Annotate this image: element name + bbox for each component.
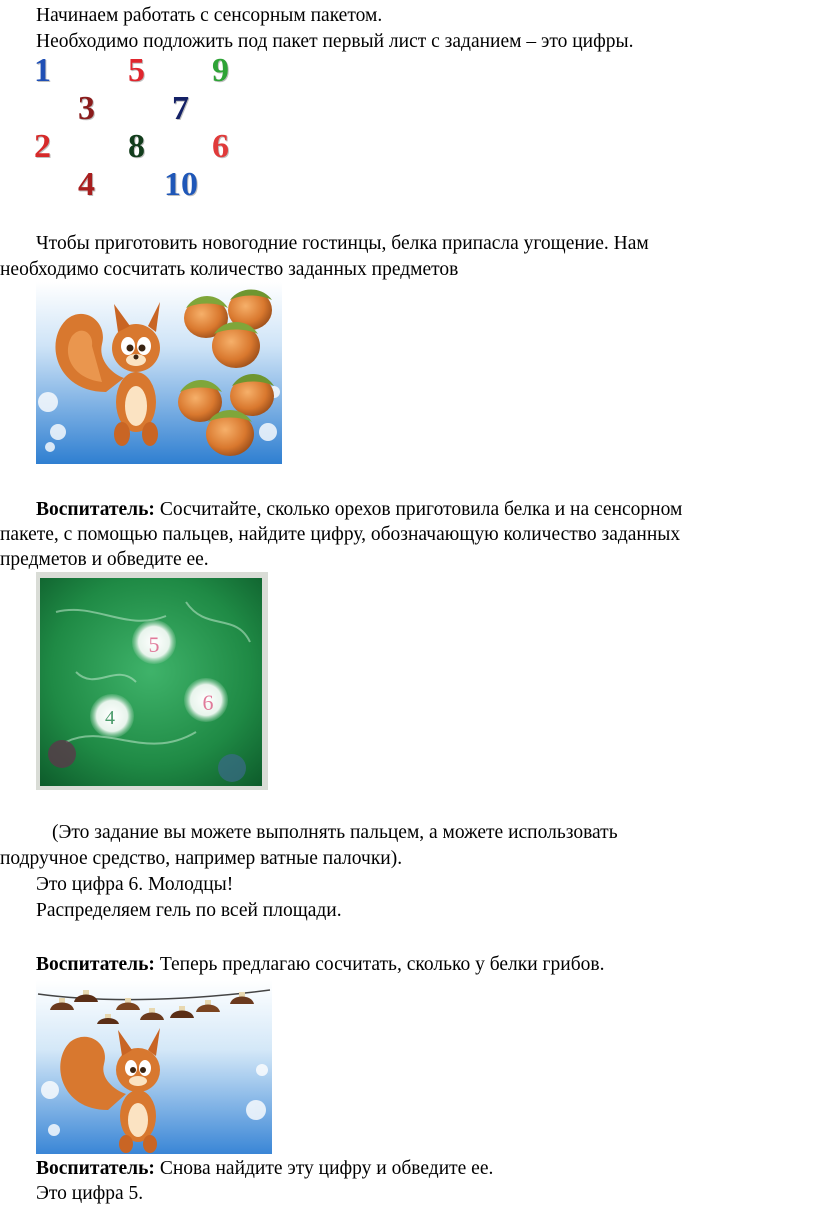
para1-line-2: необходимо сосчитать количество заданных предметов (0, 259, 459, 280)
digit-9: 9 (212, 52, 229, 89)
squirrel-nuts-image (36, 282, 282, 464)
para3-line-1: (Это задание вы можете выполнять пальцем, а можете использовать (52, 822, 618, 843)
para5-line-1 (36, 1157, 493, 1181)
para2-line-1 (36, 498, 682, 522)
para3-line-3: Это цифра 6. Молодцы! (36, 874, 234, 895)
gel-label-6: 6 (202, 690, 214, 715)
intro-line-1: Начинаем работать с сенсорным пакетом. (36, 5, 383, 26)
para5-line-2: Это цифра 5. (36, 1183, 144, 1204)
digit-2: 2 (34, 128, 51, 165)
gel-label-5: 5 (148, 632, 160, 657)
digit-4: 4 (78, 166, 95, 203)
digit-7: 7 (172, 90, 189, 127)
para4-text: Теперь предлагаю сосчитать, сколько у белки грибов. (154, 954, 605, 975)
para3-line-2: подручное средство, например ватные палочки). (0, 848, 403, 869)
digit-8: 8 (128, 128, 145, 165)
para2-text: Сосчитайте, сколько орехов приготовила белка и на сенсорном (154, 499, 683, 520)
intro-line-2: Необходимо подложить под пакет первый лист с заданием – это цифры. (36, 31, 634, 52)
digit-10: 10 (164, 166, 198, 203)
para3-line-4: Распределяем гель по всей площади. (36, 900, 342, 921)
digit-1: 1 (34, 52, 51, 89)
para2-line-3: предметов и обведите ее. (0, 549, 209, 570)
speaker-label: Воспитатель: (36, 954, 155, 975)
digit-3: 3 (78, 90, 95, 127)
digit-5: 5 (128, 52, 145, 89)
speaker-label: Воспитатель: (36, 1158, 155, 1179)
gel-label-4: 4 (105, 707, 115, 729)
para4-line-1 (36, 953, 604, 977)
digit-6: 6 (212, 128, 229, 165)
para1-line-1: Чтобы приготовить новогодние гостинцы, белка припасла угощение. Нам (36, 233, 649, 254)
gel-bag-image (36, 572, 268, 790)
speaker-label: Воспитатель: (36, 499, 155, 520)
para2-line-2: пакете, с помощью пальцев, найдите цифру, обозначающую количество заданных (0, 524, 681, 545)
squirrel-mushrooms-image (36, 980, 272, 1154)
para5-text: Снова найдите эту цифру и обведите ее. (154, 1158, 494, 1179)
